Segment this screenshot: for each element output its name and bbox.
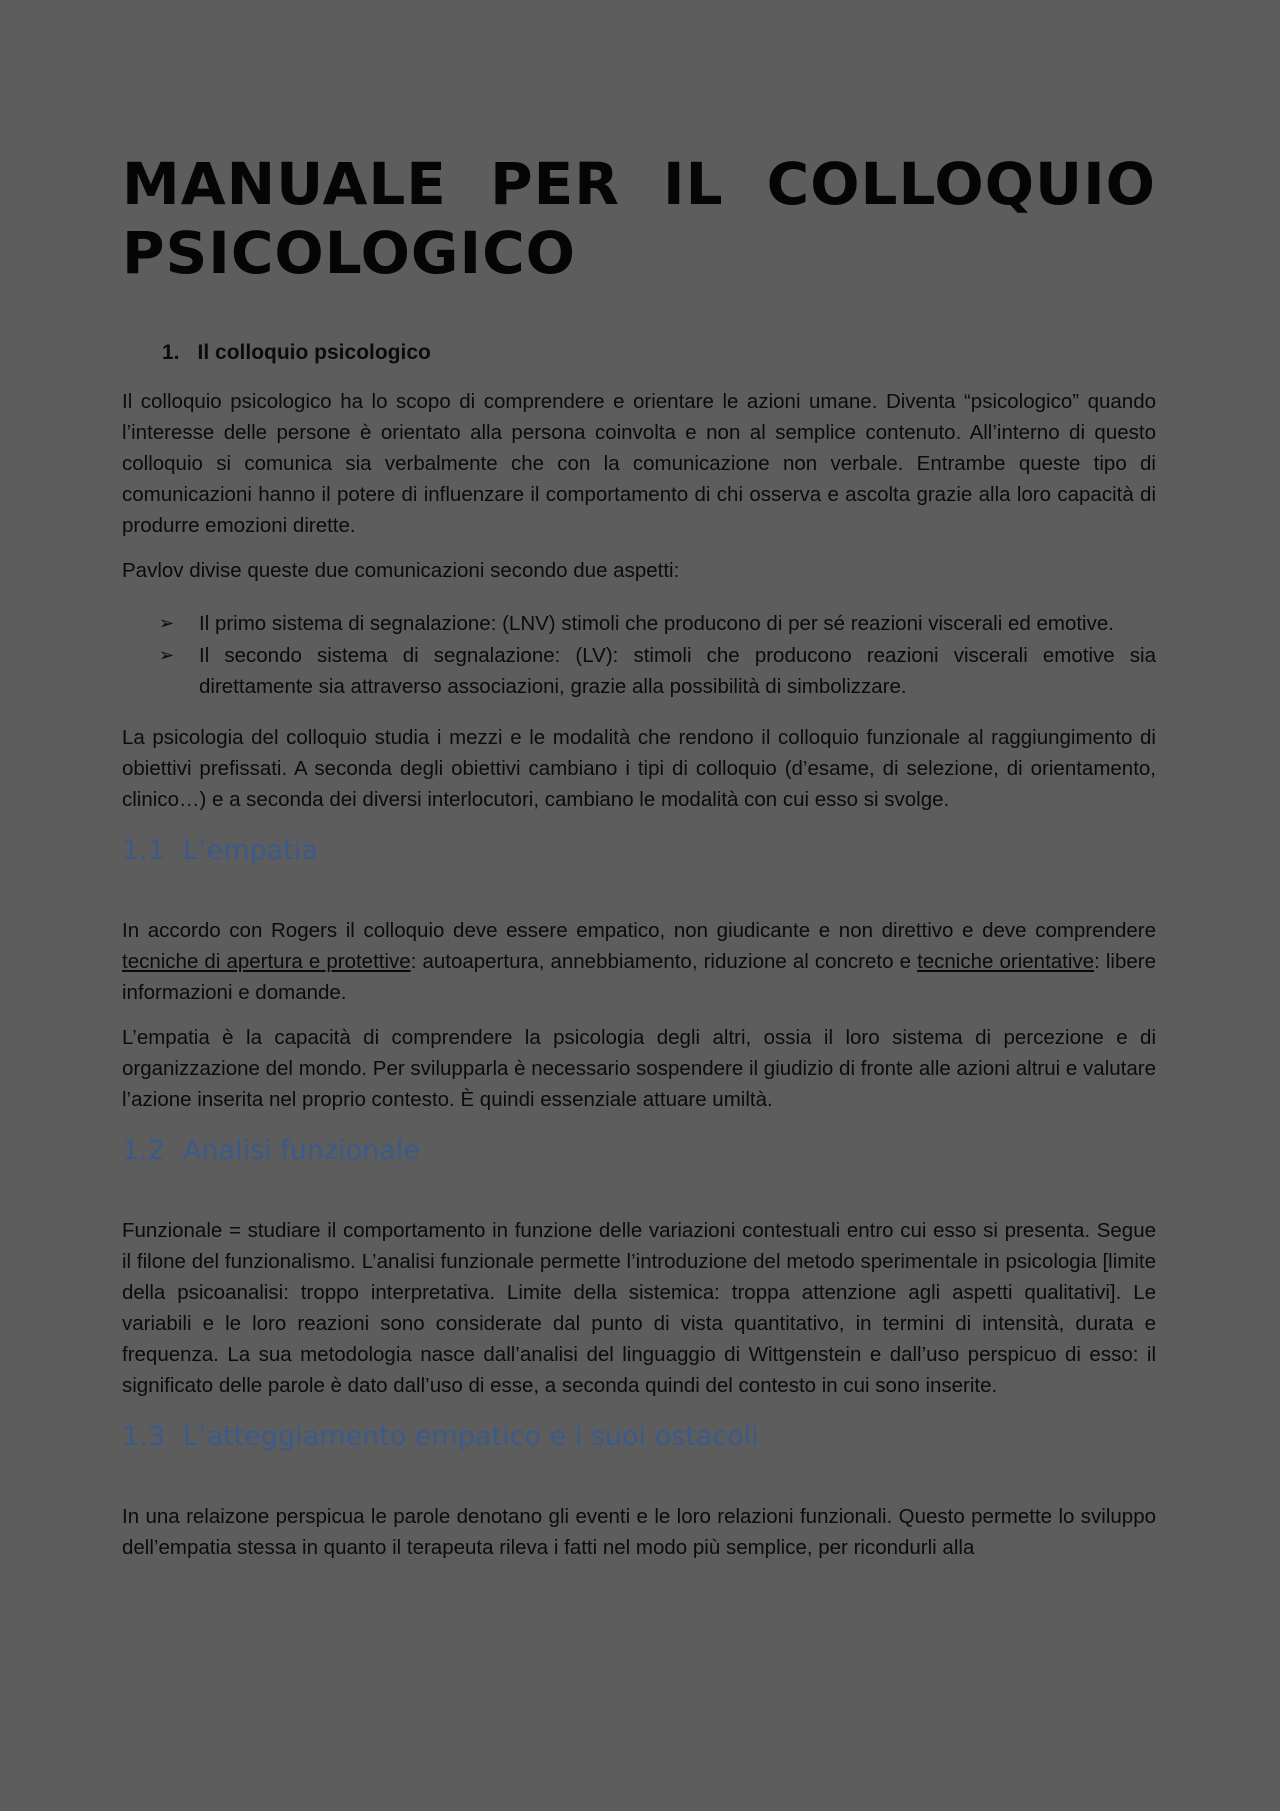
heading-text: L’atteggiamento empatico e i suoi ostacoli: [182, 1421, 759, 1452]
paragraph-rogers: [122, 915, 1156, 1008]
heading-number: 1.2: [122, 1135, 165, 1166]
title-line-2: PSICOLOGICO: [122, 219, 576, 287]
paragraph-pavlov: Pavlov divise queste due comunicazioni secondo due aspetti:: [122, 559, 680, 582]
heading-number: 1.3: [122, 1421, 165, 1452]
text-run: : libere informazioni e domande.: [122, 950, 1156, 1004]
heading-text: Il colloquio psicologico: [197, 341, 431, 364]
list-item: [159, 640, 1156, 702]
heading-text: Analisi funzionale: [182, 1135, 420, 1166]
underlined-term: tecniche orientative: [917, 950, 1095, 973]
document-body: [122, 150, 1156, 1563]
document-title: [122, 150, 1156, 288]
heading-number: 1.: [162, 341, 180, 364]
paragraph-empatia-definizione: L’empatia è la capacità di comprendere la psicologia degli altri, ossia il loro sistema di percezione e di organizzazione del mondo. Per svilupparla è necessario sospendere il giudizio di fronte alle azioni altrui e valutare l’azione inserita nel proprio contesto. È quindi essenziale attuare umiltà.: [122, 1026, 1156, 1111]
paragraph-psicologia-colloquio: La psicologia del colloquio studia i mezzi e le modalità che rendono il colloquio funzionale al raggiungimento di obiettivi prefissati. A seconda degli obiettivi cambiano i tipi di colloquio (d’esame, di selezione, di orientamento, clinico…) e a seconda dei diversi interlocutori, cambiano le modalità con cui esso si svolge.: [122, 726, 1156, 811]
paragraph-colloquio-intro: Il colloquio psicologico ha lo scopo di comprendere e orientare le azioni umane. Diventa “psicologico” quando l’interesse delle persone è orientato alla persona coinvolta e non al semplice contenuto. All’interno di questo colloquio si comunica sia verbalmente che con la comunicazione non verbale. Entrambe queste tipo di comunicazioni hanno il potere di influenzare il comportamento di chi osserva e ascolta grazie alla loro capacità di produrre emozioni dirette.: [122, 390, 1156, 537]
list-item-text: Il primo sistema di segnalazione: (LNV) stimoli che producono di per sé reazioni viscerali ed emotive.: [199, 612, 1114, 635]
text-run: : autoapertura, annebbiamento, riduzione al concreto e: [410, 950, 918, 973]
heading-section-1-3: [122, 1419, 1156, 1455]
heading-text: L’empatia: [182, 835, 318, 866]
underlined-term: tecniche di apertura e protettive: [122, 950, 411, 973]
list-item-text: Il secondo sistema di segnalazione: (LV): stimoli che producono reazioni viscerali emotive sia direttamente sia attraverso associazioni, grazie alla possibilità di simbolizzare.: [199, 644, 1156, 698]
text-run: In accordo con Rogers il colloquio deve essere empatico, non giudicante e non direttivo e deve comprendere: [122, 919, 1156, 942]
paragraph-relazione-perspicua: In una relaizone perspicua le parole denotano gli eventi e le loro relazioni funzionali. Questo permette lo sviluppo dell’empatia stessa in quanto il terapeuta rileva i fatti nel modo più semplice, per ricondurli alla: [122, 1505, 1156, 1559]
list-item: [159, 608, 1156, 639]
title-line-1: MANUALE PER IL COLLOQUIO: [122, 150, 1156, 218]
heading-section-1-2: [122, 1133, 1156, 1169]
arrowhead-bullet-icon: ➢: [159, 645, 175, 666]
paragraph-analisi-funzionale: Funzionale = studiare il comportamento in funzione delle variazioni contestuali entro cui esso si presenta. Segue il filone del funzionalismo. L’analisi funzionale permette l’introduzione del metodo sperimentale in psicologia [limite della psicoanalisi: troppo interpretativa. Limite della sistemica: troppa attenzione agli aspetti qualitativi]. Le variabili e le loro reazioni sono considerate dal punto di vista quantitativo, in termini di intensità, durata e frequenza. La sua metodologia nasce dall’analisi del linguaggio di Wittgenstein e dall’uso perspicuo di esso: il significato delle parole è dato dall’uso di esse, a seconda quindi del contesto in cui sono inserite.: [122, 1219, 1156, 1397]
heading-section-1: [162, 340, 1156, 366]
heading-number: 1.1: [122, 835, 165, 866]
arrowhead-bullet-icon: ➢: [159, 613, 175, 634]
heading-section-1-1: [122, 833, 1156, 869]
bullet-list-segnalazione: [122, 608, 1156, 702]
